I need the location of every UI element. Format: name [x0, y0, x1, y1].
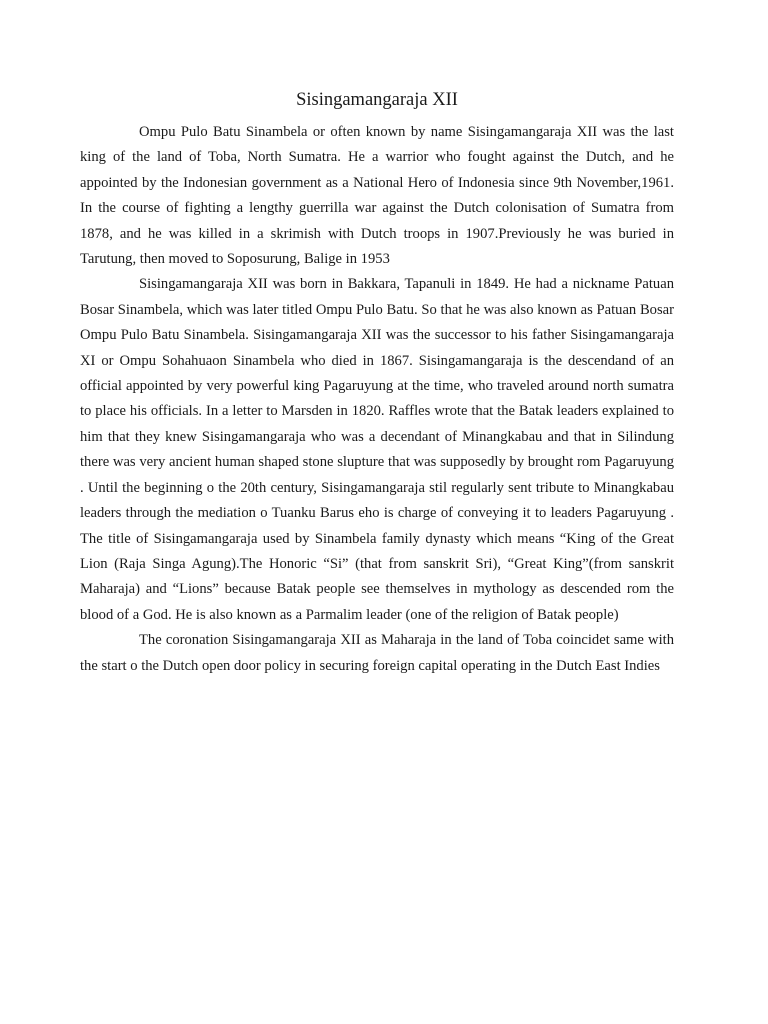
document-page [80, 86, 674, 679]
paragraph-2: Sisingamangaraja XII was born in Bakkara, Tapanuli in 1849. He had a nickname Patuan Bosar Sinambela, which was later titled Ompu Pulo Batu. So that he was also known as Patuan Bosar Ompu Pulo Batu Sinambela. Sisingamangaraja XII was the successor to his father Sisingamangaraja XI or Ompu Sohahuaon Sinambela who died in 1867. Sisingamangaraja is the descendand of an official appointed by very powerful king Pagaruyung at the time, who traveled around north sumatra to place his officials. In a letter to Marsden in 1820. Raffles wrote that the Batak leaders explained to him that they knew Sisingamangaraja who was a decendant of Minangkabau and that in Silindung there was very ancient human shaped stone slupture that was supposedly by brought rom Pagaruyung . Until the beginning o the 20th century, Sisingamangaraja stil regularly sent tribute to Minangkabau leaders through the mediation o Tuanku Barus eho is charge of conveying it to leaders Pagaruyung . The title of Sisingamangaraja used by Sinambela family dynasty which means “King of the Great Lion (Raja Singa Agung).The Honoric “Si” (that from sanskrit Sri), “Great King”(from sanskrit Maharaja) and “Lions” because Batak people see themselves in mythology as descended rom the blood of a God. He is also known as a Parmalim leader (one of the religion of Batak people) [80, 276, 674, 623]
paragraph-3: The coronation Sisingamangaraja XII as Maharaja in the land of Toba coincidet same with the start o the Dutch open door policy in securing foreign capital operating in the Dutch East Indies [80, 632, 674, 674]
paragraph-1: Ompu Pulo Batu Sinambela or often known by name Sisingamangaraja XII was the last king of the land of Toba, North Sumatra. He a warrior who fought against the Dutch, and he appointed by the Indonesian government as a National Hero of Indonesia since 9th November,1961. In the course of fighting a lengthy guerrilla war against the Dutch colonisation of Sumatra from 1878, and he was killed in a skrimish with Dutch troops in 1907.Previously he was buried in Tarutung, then moved to Soposurung, Balige in 1953 [80, 124, 674, 268]
document-title: Sisingamangaraja XII [296, 90, 458, 110]
